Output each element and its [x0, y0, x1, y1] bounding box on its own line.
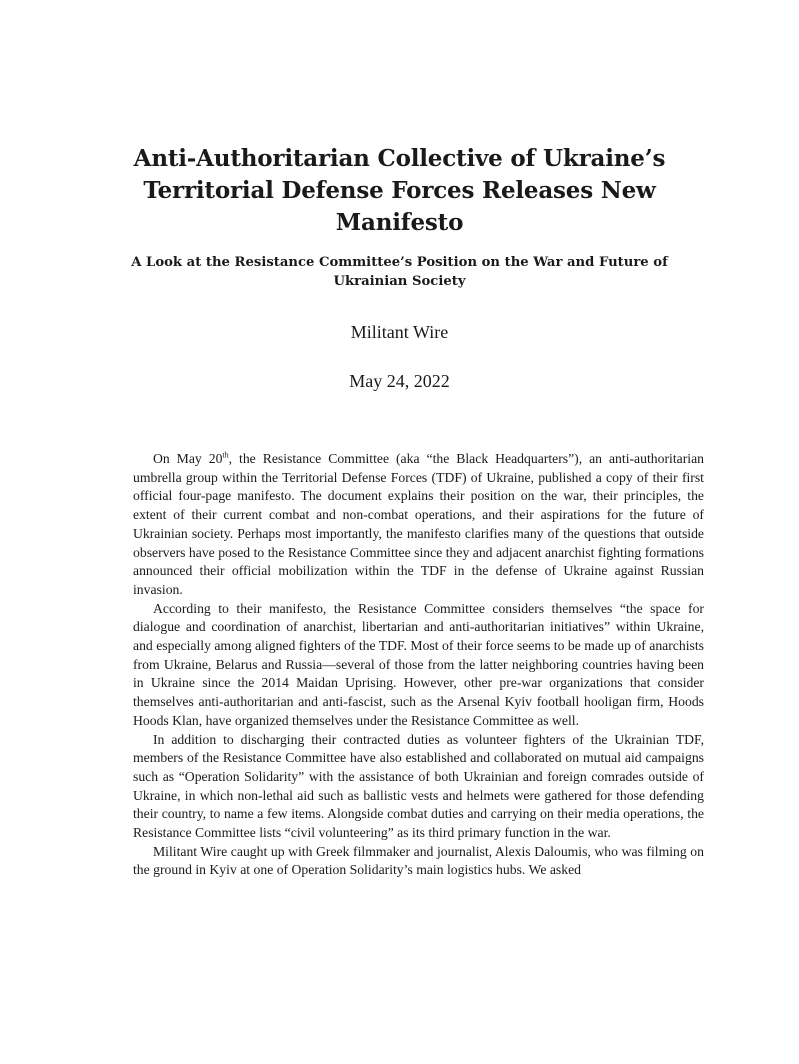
body-paragraph: According to their manifesto, the Resistance Committee considers themselves “the space for dialogue and coordination of anarchist, libertarian and anti-authoritarian initiatives” within Ukraine, and especially among aligned fighters of the TDF. Most of their force seems to be made up of anarchists from Ukraine, Belarus and Russia—several of those from the latter neighboring countries having been in Ukraine since the 2014 Maidan Uprising. However, other pre-war organizations that consider themselves anti-authoritarian and anti-fascist, such as the Arsenal Kyiv football hooligan firm, Hoods Hoods Klan, have organized themselves under the Resistance Committee as well.: [133, 600, 704, 728]
body-paragraph: Militant Wire caught up with Greek filmmaker and journalist, Alexis Daloumis, who was filming on the ground in Kyiv at one of Operation Solidarity’s main logistics hubs. We asked: [133, 843, 704, 878]
article-author: Militant Wire: [350, 322, 449, 342]
article-body: [133, 450, 704, 880]
paragraph-text: , the Resistance Committee (aka “the Black Headquarters”), an anti-authoritarian umbrella group within the Territorial Defense Forces (TDF) of Ukraine, published a copy of their first official four-page manifesto. The document explains their position on the war, their principles, the extent of their current combat and non-combat operations, and their aspirations for the future of Ukrainian society. Perhaps most importantly, the manifesto clarifies many of the questions that outside observers have posed to the Resistance Committee since they and adjacent anarchist fighting formations announced their official mobilization within the TDF in the defense of Ukraine against Russian invasion.: [133, 451, 704, 597]
body-paragraph: In addition to discharging their contracted duties as volunteer fighters of the Ukrainian TDF, members of the Resistance Committee have also established and collaborated on mutual aid campaigns such as “Operation Solidarity” with the assistance of both Ukrainian and foreign comrades outside of Ukraine, in which non-lethal aid such as ballistic vests and helmets were gathered for those defending their country, to name a few items. Alongside combat duties and carrying on their media operations, the Resistance Committee lists “civil volunteering” as its third primary function in the war.: [133, 731, 704, 841]
article-subtitle: A Look at the Resistance Committee’s Position on the War and Future of Ukrainian Society: [131, 255, 668, 289]
article-title: Anti-Authoritarian Collective of Ukraine’s Territorial Defense Forces Releases New Manifesto: [133, 145, 666, 236]
article-date: May 24, 2022: [349, 371, 450, 391]
ordinal-suffix: th: [222, 450, 229, 460]
body-paragraph: [133, 450, 704, 600]
paragraph-text: On May 20: [153, 451, 223, 466]
